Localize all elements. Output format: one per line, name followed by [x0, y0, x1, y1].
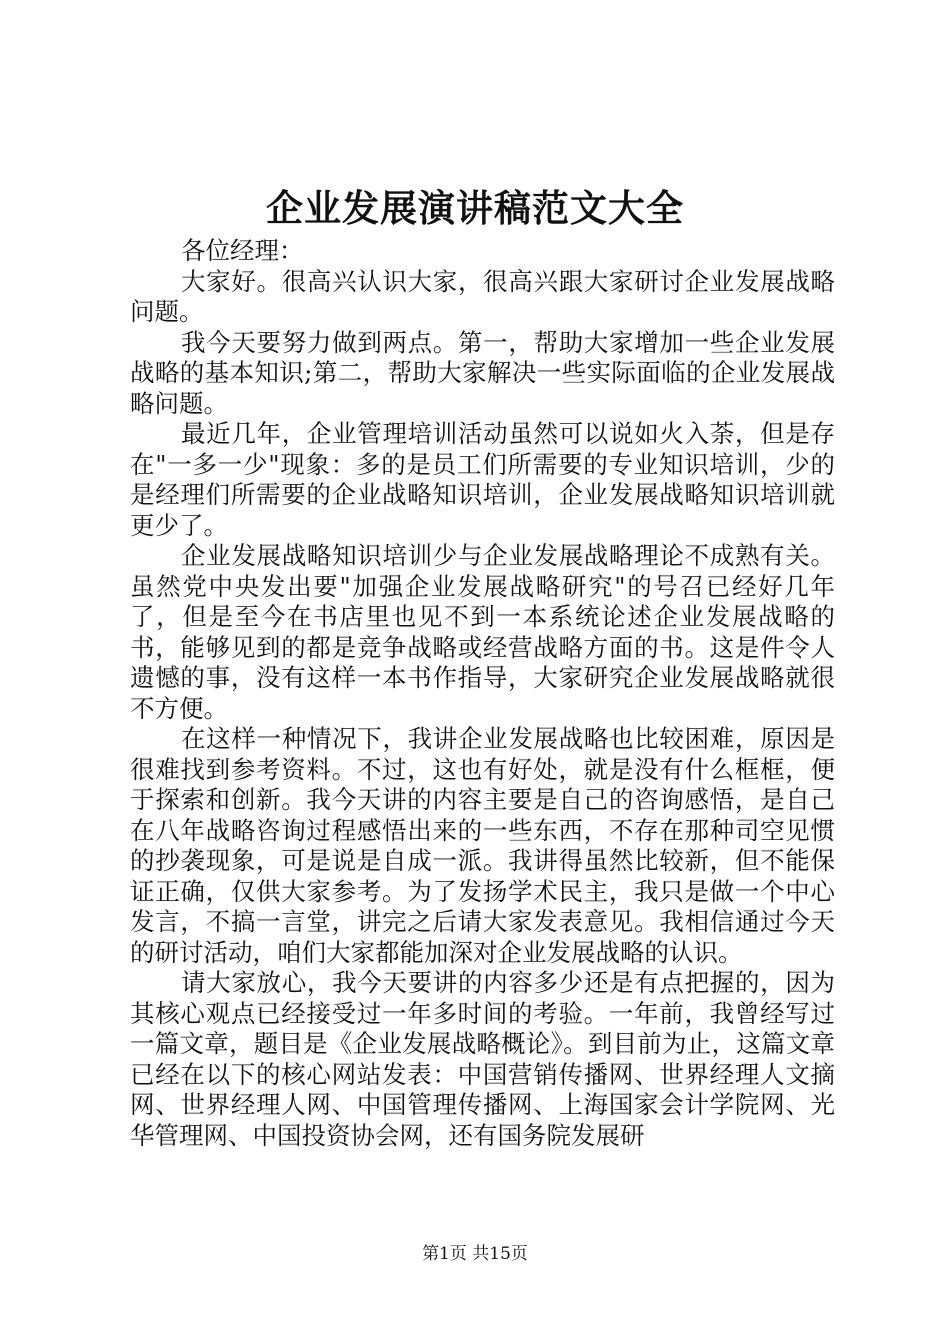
paragraph-training-status: 最近几年，企业管理培训活动虽然可以说如火入荼，但是存在"一多一少"现象：多的是员工们所需要的专业知识培训，少的是经理们所需要的企业战略知识培训，企业发展战略知识培训就更少了。: [130, 419, 835, 540]
document-body: [130, 236, 835, 1151]
page-number-footer: 第1页 共15页: [422, 1244, 528, 1264]
paragraph-confidence: 请大家放心，我今天要讲的内容多少还是有点把握的，因为其核心观点已经接受过一年多时间的考验。一年前，我曾经写过一篇文章，题目是《企业发展战略概论》。到目前为止，这篇文章已经在以下的核心网站发表：中国营销传播网、世界经理人文摘网、世界经理人网、中国管理传播网、上海国家会计学院网、光华管理网、中国投资协会网，还有国务院发展研: [130, 968, 835, 1150]
paragraph-greeting: 大家好。很高兴认识大家，很高兴跟大家研讨企业发展战略问题。: [130, 266, 835, 326]
document-title: 企业发展演讲稿范文大全: [266, 186, 684, 230]
paragraph-difficulty: 在这样一种情况下，我讲企业发展战略也比较困难，原因是很难找到参考资料。不过，这也有好处，就是没有什么框框，便于探索和创新。我今天讲的内容主要是自己的咨询感悟，是自己在八年战略咨询过程感悟出来的一些东西，不存在那种司空见惯的抄袭现象，可是说是自成一派。我讲得虽然比较新，但不能保证正确，仅供大家参考。为了发扬学术民主，我只是做一个中心发言，不搞一言堂，讲完之后请大家发表意见。我相信通过今天的研讨活动，咱们大家都能加深对企业发展战略的认识。: [130, 724, 835, 967]
paragraph-goals: 我今天要努力做到两点。第一，帮助大家增加一些企业发展战略的基本知识;第二，帮助大家解决一些实际面临的企业发展战略问题。: [130, 327, 835, 418]
paragraph-theory: 企业发展战略知识培训少与企业发展战略理论不成熟有关。虽然党中央发出要"加强企业发展战略研究"的号召已经好几年了，但是至今在书店里也见不到一本系统论述企业发展战略的书，能够见到的都是竞争战略或经营战略方面的书。这是件令人遗憾的事，没有这样一本书作指导，大家研究企业发展战略就很不方便。: [130, 541, 835, 723]
paragraph-salutation: 各位经理：: [181, 236, 304, 265]
